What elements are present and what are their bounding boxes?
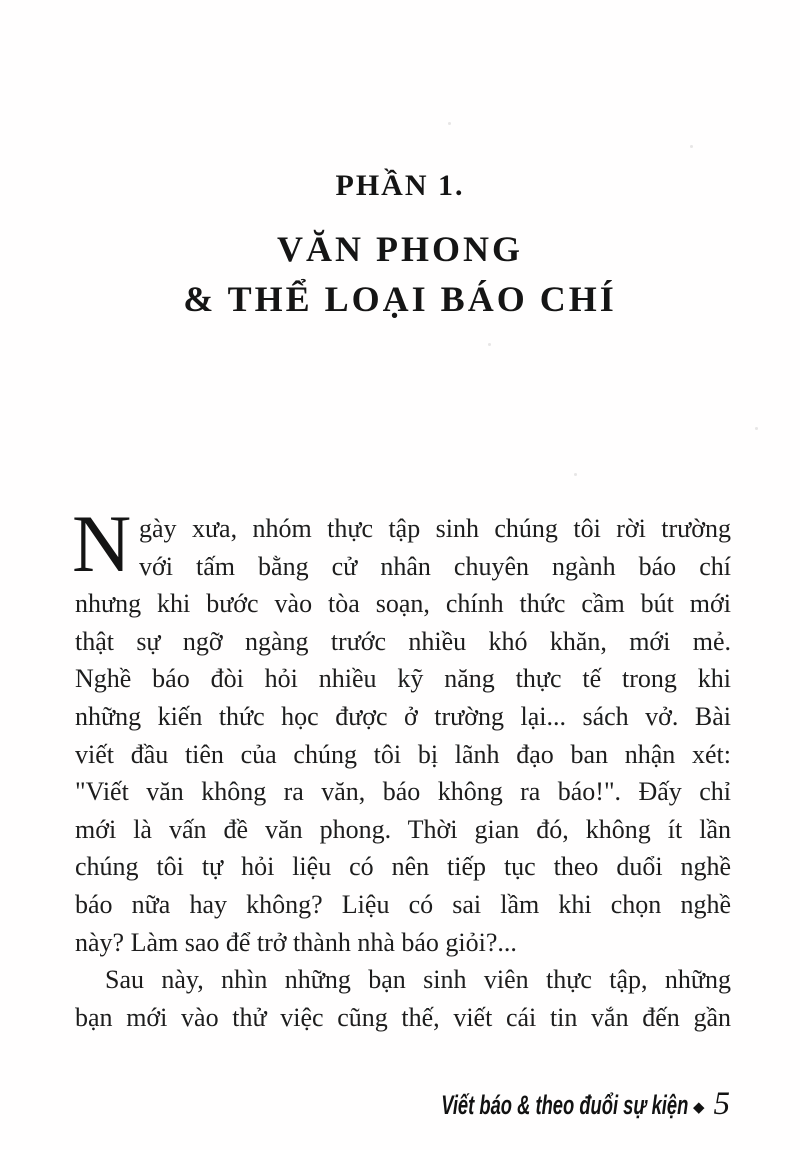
body-line: gày xưa, nhóm thực tập sinh chúng tôi rời trường [139,514,731,543]
body-line: nhưng khi bước vào tòa soạn, chính thức cầm bút mới [75,589,731,619]
page-number: 5 [713,1086,730,1122]
body-line: Sau này, nhìn những bạn sinh viên thực tập, những [105,965,731,995]
body-line: thật sự ngỡ ngàng trước nhiều khó khăn, mới mẻ. [75,626,731,656]
body-line: này? Làm sao để trở thành nhà báo giỏi?... [75,927,517,957]
chapter-header [0,166,800,324]
scan-speckle-dot [755,427,758,430]
chapter-title [0,224,800,324]
body-line: báo nữa hay không? Liệu có sai lầm khi chọn nghề [75,889,731,919]
body-line: những kiến thức học được ở trường lại... sách vở. Bài [75,701,731,731]
running-title: Viết báo & theo đuổi sự kiện [440,1090,688,1120]
chapter-title-line-1: VĂN PHONG [277,229,523,269]
diamond-icon: ◆ [692,1100,705,1116]
body-line: "Viết văn không ra văn, báo không ra báo!". Đấy chỉ [75,777,731,807]
body-text [72,498,731,1036]
part-label: PHẦN 1. [335,169,465,202]
chapter-title-line-2: & THỂ LOẠI BÁO CHÍ [183,279,617,319]
body-line: chúng tôi tự hỏi liệu có nên tiếp tục theo duổi nghề [75,852,731,882]
scan-speckle-dot [690,145,693,148]
body-line: bạn mới vào thử việc cũng thế, viết cái tin vắn đến gần [75,1002,731,1032]
page-footer [325,1086,730,1123]
drop-cap: N [72,498,132,589]
body-line: mới là vấn đề văn phong. Thời gian đó, không ít lần [75,814,731,844]
scan-speckle-dot [488,343,491,346]
scan-speckle-dot [448,122,451,125]
body-line: viết đầu tiên của chúng tôi bị lãnh đạo ban nhận xét: [75,739,731,769]
body-line: Nghề báo đòi hỏi nhiều kỹ năng thực tế trong khi [75,664,731,694]
body-line: với tấm bằng cử nhân chuyên ngành báo chí [139,551,731,581]
scan-speckle-dot [574,473,577,476]
